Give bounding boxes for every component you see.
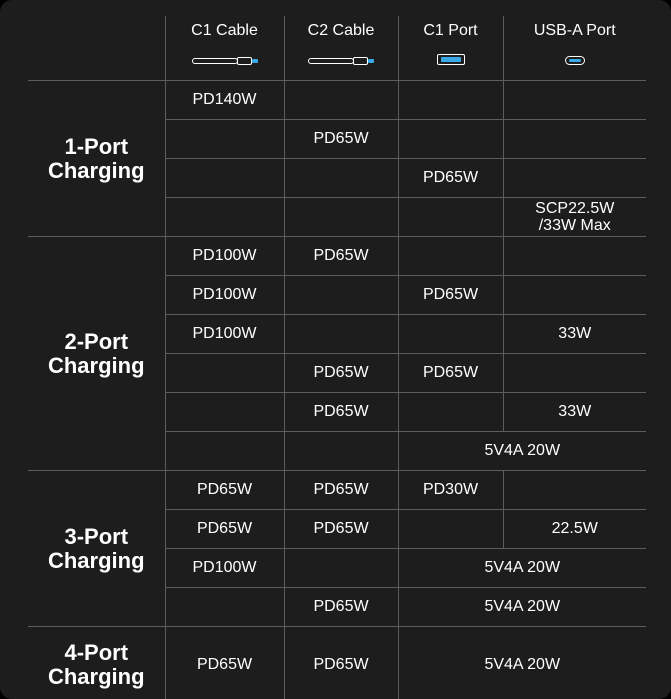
cell-c2-cable [284,276,398,315]
usb-a-port-icon [565,52,585,62]
usba-value-line: SCP22.5W [535,200,615,217]
group-label-line: 3-Port [64,523,129,549]
usb-c-cable-icon [308,52,374,62]
usba-value-line: /33W Max [538,217,611,234]
cell-c1-port [398,510,503,549]
cell-c2-cable: PD65W [284,588,398,627]
cell-c1-cable: PD100W [165,315,284,354]
header-c1-cable [165,16,284,81]
cell-usba-port: 22.5W [503,510,646,549]
cell-c1-port: PD65W [398,159,503,198]
cell-c2-cable [284,315,398,354]
cell-c1-cable: PD65W [165,471,284,510]
cell-c1-port [398,198,503,237]
table-row [28,237,646,276]
cell-c2-cable: PD65W [284,393,398,432]
cell-c1-port [398,237,503,276]
group-label-line: Charging [47,352,145,378]
cell-merged-ports: 5V4A 20W [398,627,646,699]
usb-c-port-icon [437,52,465,62]
cell-c2-cable [284,81,398,120]
charging-combinations-table [28,16,646,699]
cell-c1-cable [165,159,284,198]
cell-merged-ports: 5V4A 20W [398,549,646,588]
group-label-line: 1-Port [64,133,129,159]
cell-c2-cable: PD65W [284,627,398,699]
group-label-3-port [28,471,165,627]
cell-c1-cable: PD140W [165,81,284,120]
group-label-line: 2-Port [64,328,129,354]
group-label-2-port [28,237,165,471]
cell-c2-cable [284,159,398,198]
header-c1-port [398,16,503,81]
cell-c1-port: PD65W [398,276,503,315]
cell-c2-cable: PD65W [284,510,398,549]
cell-c1-cable: PD100W [165,549,284,588]
header-label: C1 Port [423,22,478,39]
cell-c1-cable [165,432,284,471]
cell-c1-cable [165,354,284,393]
cell-usba-port: 33W [503,315,646,354]
cell-c2-cable: PD65W [284,120,398,159]
cell-c1-port [398,81,503,120]
group-label-line: 4-Port [64,639,129,665]
cell-c2-cable [284,549,398,588]
group-label-line: Charging [47,157,145,183]
cell-c1-cable [165,198,284,237]
table-row [28,627,646,699]
cell-c1-port [398,393,503,432]
cell-usba-port [503,471,646,510]
cell-merged-ports: 5V4A 20W [398,432,646,471]
group-label-1-port [28,81,165,237]
cell-usba-port [503,81,646,120]
header-label: C1 Cable [191,22,258,39]
cell-usba-port [503,198,646,237]
cell-usba-port [503,159,646,198]
cell-c1-cable [165,120,284,159]
cell-usba-port [503,276,646,315]
table-row [28,81,646,120]
group-label-line: Charging [47,547,145,573]
cell-c2-cable [284,198,398,237]
cell-c1-port [398,120,503,159]
cell-c1-cable: PD100W [165,237,284,276]
usb-c-cable-icon [192,52,258,62]
cell-c1-cable: PD65W [165,627,284,699]
header-row [28,16,646,81]
cell-c1-cable [165,588,284,627]
cell-c2-cable: PD65W [284,471,398,510]
cell-c1-cable: PD65W [165,510,284,549]
header-c2-cable [284,16,398,81]
header-usba-port [503,16,646,81]
table-row [28,471,646,510]
cell-c1-port: PD30W [398,471,503,510]
group-label-line: Charging [47,663,145,689]
cell-c1-cable [165,393,284,432]
cell-usba-port [503,354,646,393]
cell-c1-cable: PD100W [165,276,284,315]
header-label: C2 Cable [307,22,375,39]
cell-c1-port [398,315,503,354]
header-corner [28,16,165,81]
cell-c2-cable: PD65W [284,237,398,276]
header-label: USB-A Port [533,22,616,39]
cell-merged-ports: 5V4A 20W [398,588,646,627]
cell-usba-port [503,120,646,159]
cell-usba-port: 33W [503,393,646,432]
cell-usba-port [503,237,646,276]
group-label-4-port [28,627,165,699]
cell-c1-port: PD65W [398,354,503,393]
cell-c2-cable [284,432,398,471]
cell-c2-cable: PD65W [284,354,398,393]
